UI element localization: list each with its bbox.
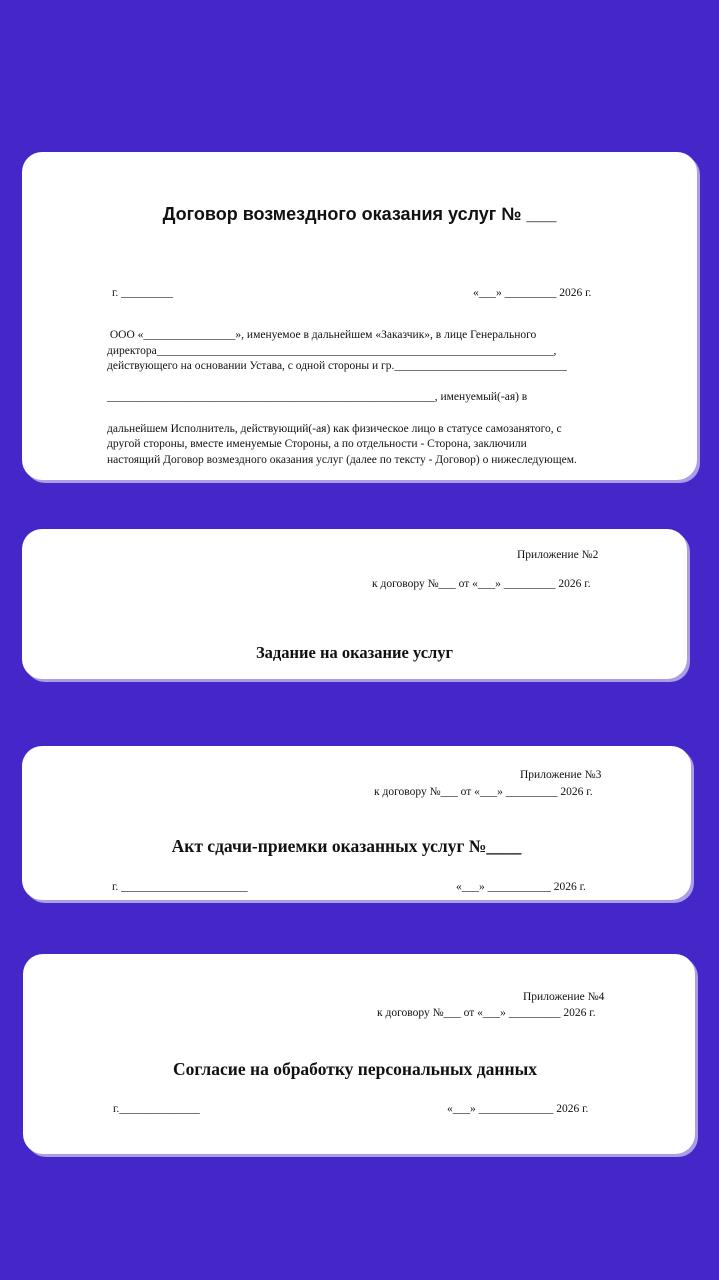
preamble-line: дальнейшем Исполнитель, действующий(-ая) как физическое лицо в статусе самозанятого, с — [107, 422, 562, 435]
contract-city: г. _________ — [112, 287, 173, 299]
preamble-line: ООО «________________», именуемое в дальнейшем «Заказчик», в лице Генерального — [107, 329, 537, 341]
act-date: «___» ___________ 2026 г. — [456, 881, 586, 893]
contract-title: Договор возмездного оказания услуг № ___ — [162, 204, 557, 224]
act-city: г. ______________________ — [112, 881, 248, 893]
preamble-line: _________________________________________________________, именуемый(-ая) в — [107, 391, 528, 404]
act-title: Акт сдачи-приемки оказанных услуг №____ — [171, 836, 522, 856]
consent-date: «___» _____________ 2026 г. — [447, 1103, 589, 1115]
contract-date: «___» _________ 2026 г. — [473, 287, 592, 299]
preamble-line: другой стороны, вместе именуемые Стороны, а по отдельности - Сторона, заключили — [107, 438, 527, 451]
contract-card — [22, 152, 697, 480]
contract-reference: к договору №___ от «___» _________ 2026 г. — [372, 578, 591, 590]
appendix-label: Приложение №2 — [517, 549, 599, 561]
appendix-2-card — [22, 529, 687, 679]
appendix-label: Приложение №4 — [523, 991, 605, 1003]
appendix-title: Задание на оказание услуг — [255, 643, 454, 662]
appendix-3-card — [22, 746, 691, 900]
preamble-line — [107, 406, 577, 422]
appendix-label: Приложение №3 — [520, 769, 602, 781]
contract-reference: к договору №___ от «___» _________ 2026 г. — [377, 1007, 596, 1019]
preamble-line: действующего на основании Устава, с одной стороны и гр.______________________________ — [107, 360, 567, 373]
preamble-line — [107, 375, 577, 391]
consent-title: Согласие на обработку персональных данных — [172, 1059, 537, 1079]
consent-city: г.______________ — [113, 1103, 200, 1115]
contract-reference: к договору №___ от «___» _________ 2026 г. — [374, 786, 593, 798]
contract-preamble — [107, 328, 577, 468]
preamble-line: директора_____________________________________________________________________, — [107, 344, 557, 357]
preamble-line: настоящий Договор возмездного оказания услуг (далее по тексту - Договор) о нижеследующем. — [107, 453, 577, 466]
appendix-4-card — [23, 954, 695, 1154]
